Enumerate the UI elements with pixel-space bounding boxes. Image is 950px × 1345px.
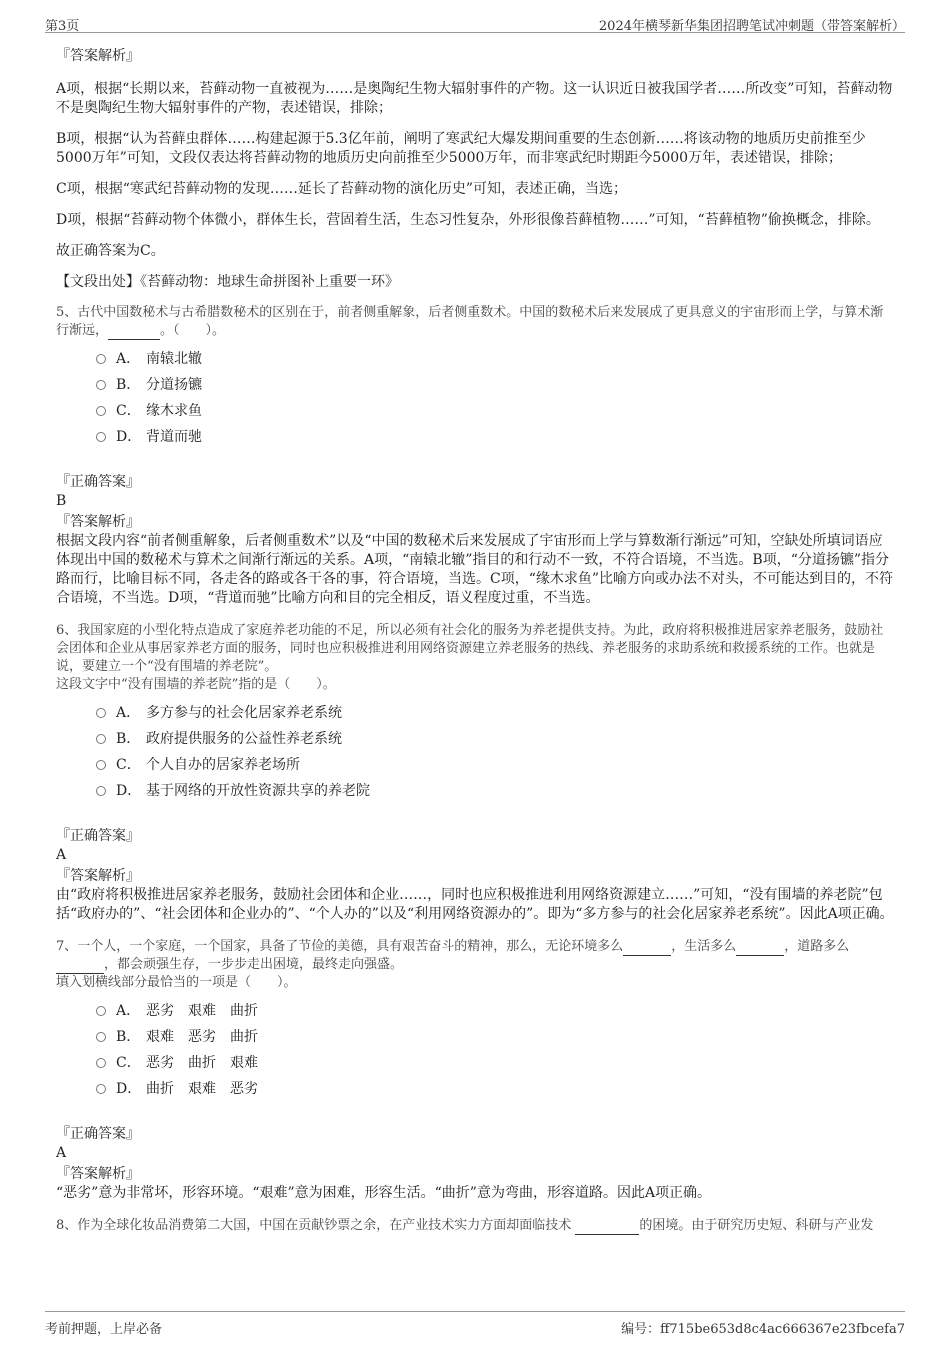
page-footer bbox=[45, 1311, 905, 1338]
q5-analysis-label: 『答案解析』 bbox=[56, 514, 140, 530]
option-letter: D． bbox=[116, 1081, 142, 1097]
option-text: 恶劣 艰难 曲折 bbox=[146, 1003, 258, 1019]
option-text: 艰难 恶劣 曲折 bbox=[146, 1029, 258, 1045]
q6-option-d[interactable] bbox=[96, 778, 896, 804]
page-header bbox=[45, 10, 905, 33]
document-title: 2024年横琴新华集团招聘笔试冲刺题（带答案解析） bbox=[598, 19, 905, 34]
radio-icon[interactable] bbox=[96, 760, 106, 770]
q5-stem-end: 。（ ）。 bbox=[160, 323, 226, 338]
q6-correct-label: 『正确答案』 bbox=[56, 828, 140, 844]
q5-answer: B bbox=[56, 493, 67, 509]
q4-analysis-b: B项，根据“认为苔藓虫群体……构建起源于5.3亿年前，阐明了寒武纪大爆发期间重要的生态创新……将该动物的地质历史前推至少5000万年”可知，文段仅表达将苔藓动物的地质历史向前推至少5000万年，而非寒武纪时期距今5000万年，表述错误，排除； bbox=[56, 131, 866, 166]
q5-option-c[interactable] bbox=[96, 398, 896, 424]
radio-icon[interactable] bbox=[96, 1006, 106, 1016]
q5-option-d[interactable] bbox=[96, 424, 896, 450]
footer-slogan: 考前押题，上岸必备 bbox=[45, 1322, 163, 1337]
page-number: 第3页 bbox=[45, 19, 80, 34]
option-letter: C． bbox=[116, 403, 141, 419]
radio-icon[interactable] bbox=[96, 380, 106, 390]
q4-analysis-a: A项，根据“长期以来，苔藓动物一直被视为……是奥陶纪生物大辐射事件的产物。这一认识近日被我国学者……所改变”可知，苔藓动物不是奥陶纪生物大辐射事件的产物，表述错误，排除； bbox=[56, 81, 893, 116]
q4-analysis-d: D项，根据“苔藓动物个体微小，群体生长，营固着生活，生态习性复杂，外形很像苔藓植物……”可知，“苔藓植物”偷换概念，排除。 bbox=[56, 212, 880, 228]
q5-blank bbox=[108, 324, 160, 340]
q7-option-a[interactable] bbox=[96, 998, 896, 1024]
q4-conclusion: 故正确答案为C。 bbox=[56, 243, 165, 259]
option-letter: C． bbox=[116, 1055, 141, 1071]
q7-option-c[interactable] bbox=[96, 1050, 896, 1076]
q5-option-a[interactable] bbox=[96, 346, 896, 372]
q7-blank-2 bbox=[736, 940, 784, 956]
option-letter: A． bbox=[116, 351, 141, 367]
q6-question: 这段文字中“没有围墙的养老院”指的是（ ）。 bbox=[56, 677, 336, 692]
q7-options bbox=[96, 998, 896, 1102]
q7-blank-1 bbox=[623, 940, 671, 956]
radio-icon[interactable] bbox=[96, 406, 106, 416]
option-text: 基于网络的开放性资源共享的养老院 bbox=[146, 783, 370, 799]
q8-stem-part1: 8、作为全球化妆品消费第二大国，中国在贡献钞票之余，在产业技术实力方面却面临技术 bbox=[56, 1218, 576, 1233]
q6-analysis: 由“政府将积极推进居家养老服务，鼓励社会团体和企业……，同时也应积极推进利用网络资源建立……”可知，“没有围墙的养老院”包括“政府办的”、“社会团体和企业办的”、“个人办的”以及“利用网络资源办的”。即为“多方参与的社会化居家养老系统”。因此A项正确。 bbox=[56, 887, 894, 922]
q5-stem-text: 5、古代中国数秘术与古希腊数秘术的区别在于，前者侧重解象，后者侧重数术。中国的数秘术后来发展成了更具意义的宇宙形而上学，与算术渐行渐远， bbox=[56, 305, 884, 338]
option-letter: D． bbox=[116, 783, 142, 799]
option-letter: B． bbox=[116, 1029, 141, 1045]
option-letter: C． bbox=[116, 757, 141, 773]
radio-icon[interactable] bbox=[96, 432, 106, 442]
q4-source: 【文段出处】《苔藓动物：地球生命拼图补上重要一环》 bbox=[56, 274, 399, 290]
document-id: 编号：ff715be653d8c4ac666367e23fbcefa7 bbox=[621, 1322, 905, 1337]
option-letter: B． bbox=[116, 377, 141, 393]
radio-icon[interactable] bbox=[96, 734, 106, 744]
q5-analysis: 根据文段内容“前者侧重解象，后者侧重数术”以及“中国的数秘术后来发展成了宇宙形而上学与算数渐行渐远”可知，空缺处所填词语应体现出中国的数秘术与算术之间渐行渐远的关系。A项，“南辕北辙”指目的和行动不一致，不符合语境，不当选。B项，“分道扬镳”指分路而行，比喻目标不同，各走各的路或各干各的事，符合语境，当选。C项，“缘木求鱼”比喻方向或办法不对头，不可能达到目的，不符合语境，不当选。D项，“背道而驰”比喻方向和目的完全相反，语义程度过重，不当选。 bbox=[56, 533, 894, 606]
radio-icon[interactable] bbox=[96, 1084, 106, 1094]
option-text: 曲折 艰难 恶劣 bbox=[146, 1081, 258, 1097]
q8-blank bbox=[575, 1219, 639, 1235]
radio-icon[interactable] bbox=[96, 1058, 106, 1068]
q7-stem-part3: ，道路多么 bbox=[784, 939, 850, 954]
q5-options bbox=[96, 346, 896, 450]
q7-analysis: “恶劣”意为非常坏，形容环境。“艰难”意为困难，形容生活。“曲折”意为弯曲，形容道路。因此A项正确。 bbox=[56, 1185, 712, 1201]
option-text: 南辕北辙 bbox=[146, 351, 202, 367]
option-letter: D． bbox=[116, 429, 142, 445]
q7-question: 填入划横线部分最恰当的一项是（ ）。 bbox=[56, 975, 297, 990]
q8-stem bbox=[56, 1217, 896, 1235]
option-text: 恶劣 曲折 艰难 bbox=[146, 1055, 258, 1071]
option-text: 多方参与的社会化居家养老系统 bbox=[146, 705, 342, 721]
q6-option-c[interactable] bbox=[96, 752, 896, 778]
q5-stem bbox=[56, 304, 896, 340]
option-text: 政府提供服务的公益性养老系统 bbox=[146, 731, 342, 747]
q7-stem-part4: ，都会顽强生存，一步步走出困境，最终走向强盛。 bbox=[104, 957, 404, 972]
q5-correct-label: 『正确答案』 bbox=[56, 474, 140, 490]
q7-analysis-label: 『答案解析』 bbox=[56, 1166, 140, 1182]
option-text: 分道扬镳 bbox=[146, 377, 202, 393]
option-letter: B． bbox=[116, 731, 141, 747]
q6-options bbox=[96, 700, 896, 804]
q6-option-a[interactable] bbox=[96, 700, 896, 726]
q7-stem bbox=[56, 938, 896, 974]
q6-option-b[interactable] bbox=[96, 726, 896, 752]
q7-stem-part1: 7、一个人，一个家庭，一个国家，具备了节俭的美德，具有艰苦奋斗的精神，那么，无论环境多么 bbox=[56, 939, 624, 954]
radio-icon[interactable] bbox=[96, 708, 106, 718]
q6-stem: 6、我国家庭的小型化特点造成了家庭养老功能的不足，所以必须有社会化的服务为养老提供支持。为此，政府将积极推进居家养老服务，鼓励社会团体和企业从事居家养老方面的服务，同时也应积极推进利用网络资源建立养老服务的热线、养老服务的求助系统和救援系统的工作。也就是说，要建立一个“没有围墙的养老院”。 bbox=[56, 623, 884, 674]
q7-correct-label: 『正确答案』 bbox=[56, 1126, 140, 1142]
radio-icon[interactable] bbox=[96, 354, 106, 364]
q5-option-b[interactable] bbox=[96, 372, 896, 398]
q7-blank-3 bbox=[56, 958, 104, 974]
q7-option-b[interactable] bbox=[96, 1024, 896, 1050]
q4-analysis-label: 『答案解析』 bbox=[56, 48, 140, 64]
radio-icon[interactable] bbox=[96, 786, 106, 796]
option-text: 缘木求鱼 bbox=[146, 403, 202, 419]
option-text: 个人自办的居家养老场所 bbox=[146, 757, 300, 773]
q7-option-d[interactable] bbox=[96, 1076, 896, 1102]
option-letter: A． bbox=[116, 705, 141, 721]
q7-answer: A bbox=[56, 1145, 67, 1161]
option-letter: A． bbox=[116, 1003, 141, 1019]
q6-analysis-label: 『答案解析』 bbox=[56, 868, 140, 884]
option-text: 背道而驰 bbox=[146, 429, 202, 445]
q4-analysis-c: C项，根据“寒武纪苔藓动物的发现……延长了苔藓动物的演化历史”可知，表述正确，当选； bbox=[56, 181, 628, 197]
q6-answer: A bbox=[56, 847, 67, 863]
radio-icon[interactable] bbox=[96, 1032, 106, 1042]
q7-stem-part2: ，生活多么 bbox=[671, 939, 737, 954]
document-body bbox=[56, 46, 896, 1235]
q8-stem-part2: 的困境。由于研究历史短、科研与产业发 bbox=[639, 1218, 874, 1233]
